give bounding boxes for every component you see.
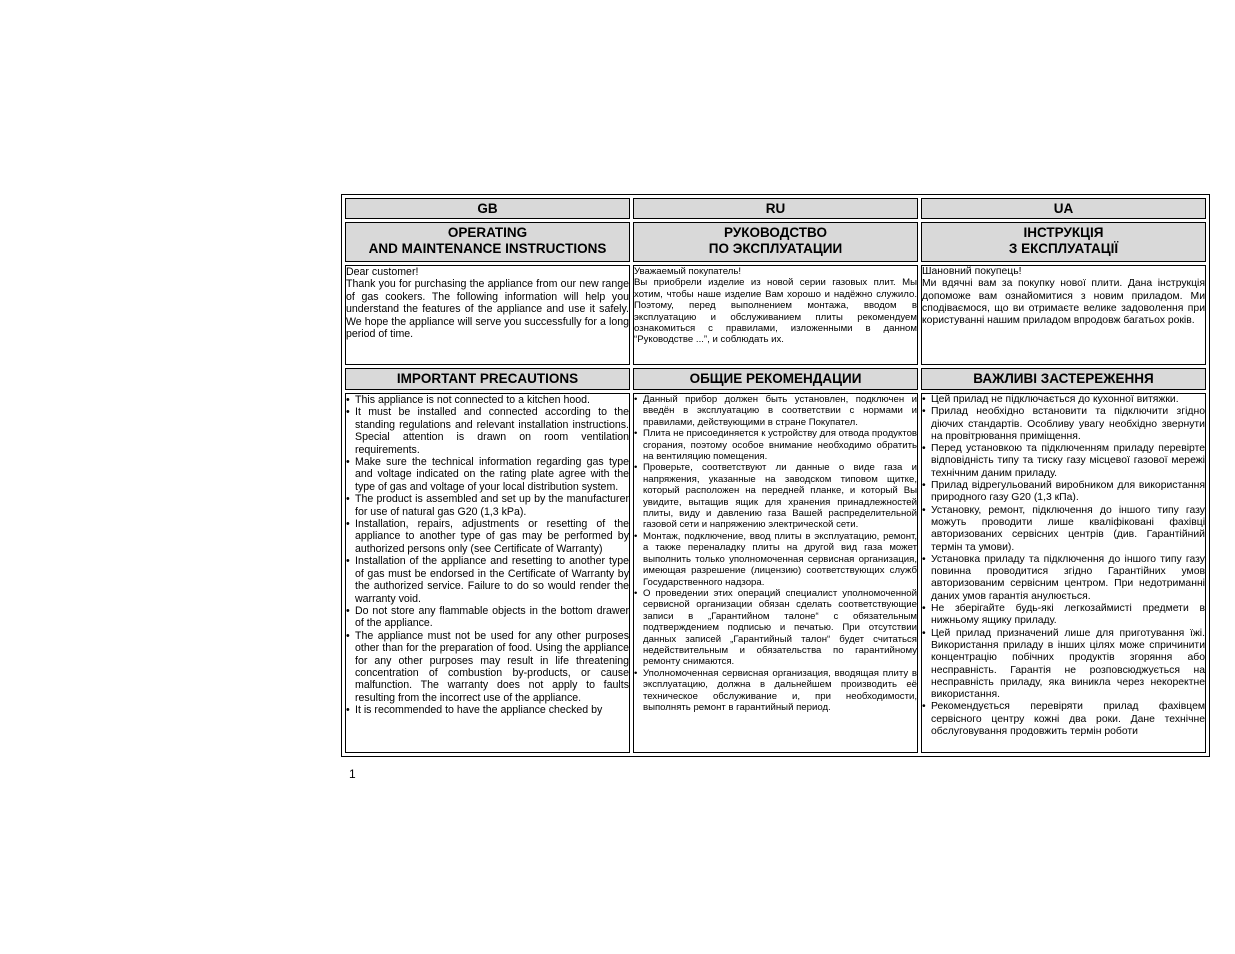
gb-precautions [345,393,630,753]
list-item: • Installation, repairs, adjustments or resetting of the appliance to another type of gas may be performed by authorized persons only (see Certificate of Warranty) [346,518,629,555]
ua-intro-text: Ми вдячні вам за покупку нової плити. Дана інструкція допоможе вам ознайомитися з новим приладом. Ми сподіваємося, що ви отримаєте велике задоволення при користуванні нашим приладом впродовж багатьох років. [922,278,1205,327]
gb-intro [345,265,630,365]
ru-title-line2: ПО ЭКСПЛУАТАЦИИ [708,241,843,256]
list-item: • Плита не присоединяется к устройству для отвода продуктов сгорания, поэтому особое внимание необходимо обратить на вентиляцию помещения. [634,428,917,462]
list-item: • It must be installed and connected according to the standing regulations and relevant installation instructions. Special attention is drawn on room ventilation requirements. [346,406,629,456]
list-item: • This appliance is not connected to a kitchen hood. [346,394,629,406]
gb-title-line1: OPERATING [447,225,528,240]
list-item: • The appliance must not be used for any other purposes other than for the preparation of food. Using the appliance for any other purposes may result in life threatening concentration of combustion by-products, or cause malfunction. The warranty does not apply to faults resulting from the incorrect use of the appliance. [346,630,629,704]
list-item: • Installation of the appliance and resetting to another type of gas must be endorsed in the Certificate of Warranty by the authorized service. Failure to do so would render the warranty void. [346,555,629,605]
ru-intro-text: Вы приобрели изделие из новой серии газовых плит. Мы хотим, чтобы наше изделие Вам хорошо и надёжно служило. Поэтому, перед выполнением монтажа, вводом в эксплуатацию и обслуживанием плиты рекомендуем ознакомиться с правилами, изложенными в данном “Руководстве ...”, и соблюдать их. [634,277,917,346]
ru-title-line1: РУКОВОДСТВО [724,225,827,240]
list-item: • Проверьте, соответствуют ли данные о виде газа и напряжения, указанные на заводском типовом щитке, который расположен на передней планке, и который Вы увидите, вытащив ящик для хранения принадлежностей плиты, виду и давлению газа Вашей распределительной газовой сети и напряжению электрической сети. [634,462,917,530]
list-item: • It is recommended to have the appliance checked by [346,704,629,716]
gb-greeting: Dear customer! [346,266,419,278]
list-item: • Уполномоченная сервисная организация, вводящая плиту в эксплуатацию, должна в дальнейшем производить её техническое обслуживание и, при необходимости, выполнять ремонт в гарантийный период. [634,668,917,714]
list-item: • Do not store any flammable objects in the bottom drawer of the appliance. [346,605,629,630]
list-item: • Установка приладу та підключення до іншого типу газу повинна проводитися згідно Гарантійних умов авторизованим сервісним центром. При недотриманні даних умов гарантія анулюється. [922,554,1205,603]
title-row [345,222,1206,262]
list-item: • The product is assembled and set up by the manufacturer for use of natural gas G20 (1,3 kPa). [346,493,629,518]
ua-title-line2: З ЕКСПЛУАТАЦІЇ [1008,241,1119,256]
ua-precautions-list [922,394,1205,738]
gb-title-line2: AND MAINTENANCE INSTRUCTIONS [368,241,607,256]
gb-title [345,222,630,262]
intro-row [345,265,1206,365]
list-item: • Монтаж, подключение, ввод плиты в эксплуатацию, ремонт, а также переналадку плиты на другой вид газа может выполнить только уполномоченная сервисная организация, имеющая разрешение (лицензию) соответствующих служб Государственного надзора. [634,531,917,588]
gb-precautions-list [346,394,629,717]
list-item: • Не зберігайте будь-які легкозаймисті предмети в нижньому ящику приладу. [922,603,1205,628]
list-item: • Make sure the technical information regarding gas type and voltage indicated on the rating plate agree with the type of gas and voltage of your local distribution system. [346,456,629,493]
list-item: • Прилад необхідно встановити та підключити згідно діючих стандартів. Особливу увагу необхідно звернути на провітрювання приміщення. [922,406,1205,443]
ua-title-line1: ІНСТРУКЦІЯ [1023,225,1104,240]
ua-precautions [921,393,1206,753]
precautions-row [345,393,1206,753]
list-item: • Прилад відрегульований виробником для використання природного газу G20 (1,3 кПа). [922,480,1205,505]
ru-greeting: Уважаемый покупатель! [634,266,742,277]
list-item: • О проведении этих операций специалист уполномоченной сервисной организации обязан сделать соответствующие записи в „Гарантийном талоне“ с обязательным подтверждением подписью и печатью. При отсутствии данных записей „Гарантийный талон“ будет считаться недействительным и обязательства по гарантийному ремонту снимаются. [634,588,917,668]
section-header-row [345,368,1206,390]
ua-language-header: UA [921,198,1206,219]
ru-language-header: RU [633,198,918,219]
gb-intro-text: Thank you for purchasing the appliance from our new range of gas cookers. The following information will help you understand the features of the appliance and use it safely. We hope the appliance will serve you successfully for a long period of time. [346,278,629,341]
gb-section-heading: IMPORTANT PRECAUTIONS [345,368,630,390]
ua-greeting: Шановний покупець! [922,266,1022,277]
ru-title [633,222,918,262]
list-item: • Цей прилад не підключається до кухонної витяжки. [922,394,1205,406]
ru-section-heading: ОБЩИЕ РЕКОМЕНДАЦИИ [633,368,918,390]
language-header-row [345,198,1206,219]
ru-intro [633,265,918,365]
page-number: 1 [349,767,356,781]
list-item: • Данный прибор должен быть установлен, подключен и введён в эксплуатацию в соответствии с нормами и правилами, действующими в стране Покупател. [634,394,917,428]
list-item: • Перед установкою та підключенням приладу перевірте відповідність типу та тиску газу місцевої газової мережі технічним даним приладу. [922,443,1205,480]
instruction-document [341,194,1206,757]
list-item: • Рекомендується перевіряти прилад фахівцем сервісного центру кожні два роки. Дане технічне обслуговування продовжить термін роботи [922,701,1205,738]
ru-precautions [633,393,918,753]
gb-language-header: GB [345,198,630,219]
list-item: • Цей прилад призначений лише для приготування їжі. Використання приладу в інших цілях може спричинити концентрацію побічних продуктів згоряння або несправність. Гарантія не розповсюджується на несправність приладу, яка виникла через некоректне використання. [922,628,1205,702]
manual-table [341,194,1210,757]
list-item: • Установку, ремонт, підключення до іншого типу газу можуть проводити лише кваліфіковані фахівці авторизованих сервісних центрів (див. Гарантійний термін та умови). [922,505,1205,554]
ru-precautions-list [634,394,917,713]
ua-intro [921,265,1206,365]
ua-title [921,222,1206,262]
ua-section-heading: ВАЖЛИВІ ЗАСТЕРЕЖЕННЯ [921,368,1206,390]
